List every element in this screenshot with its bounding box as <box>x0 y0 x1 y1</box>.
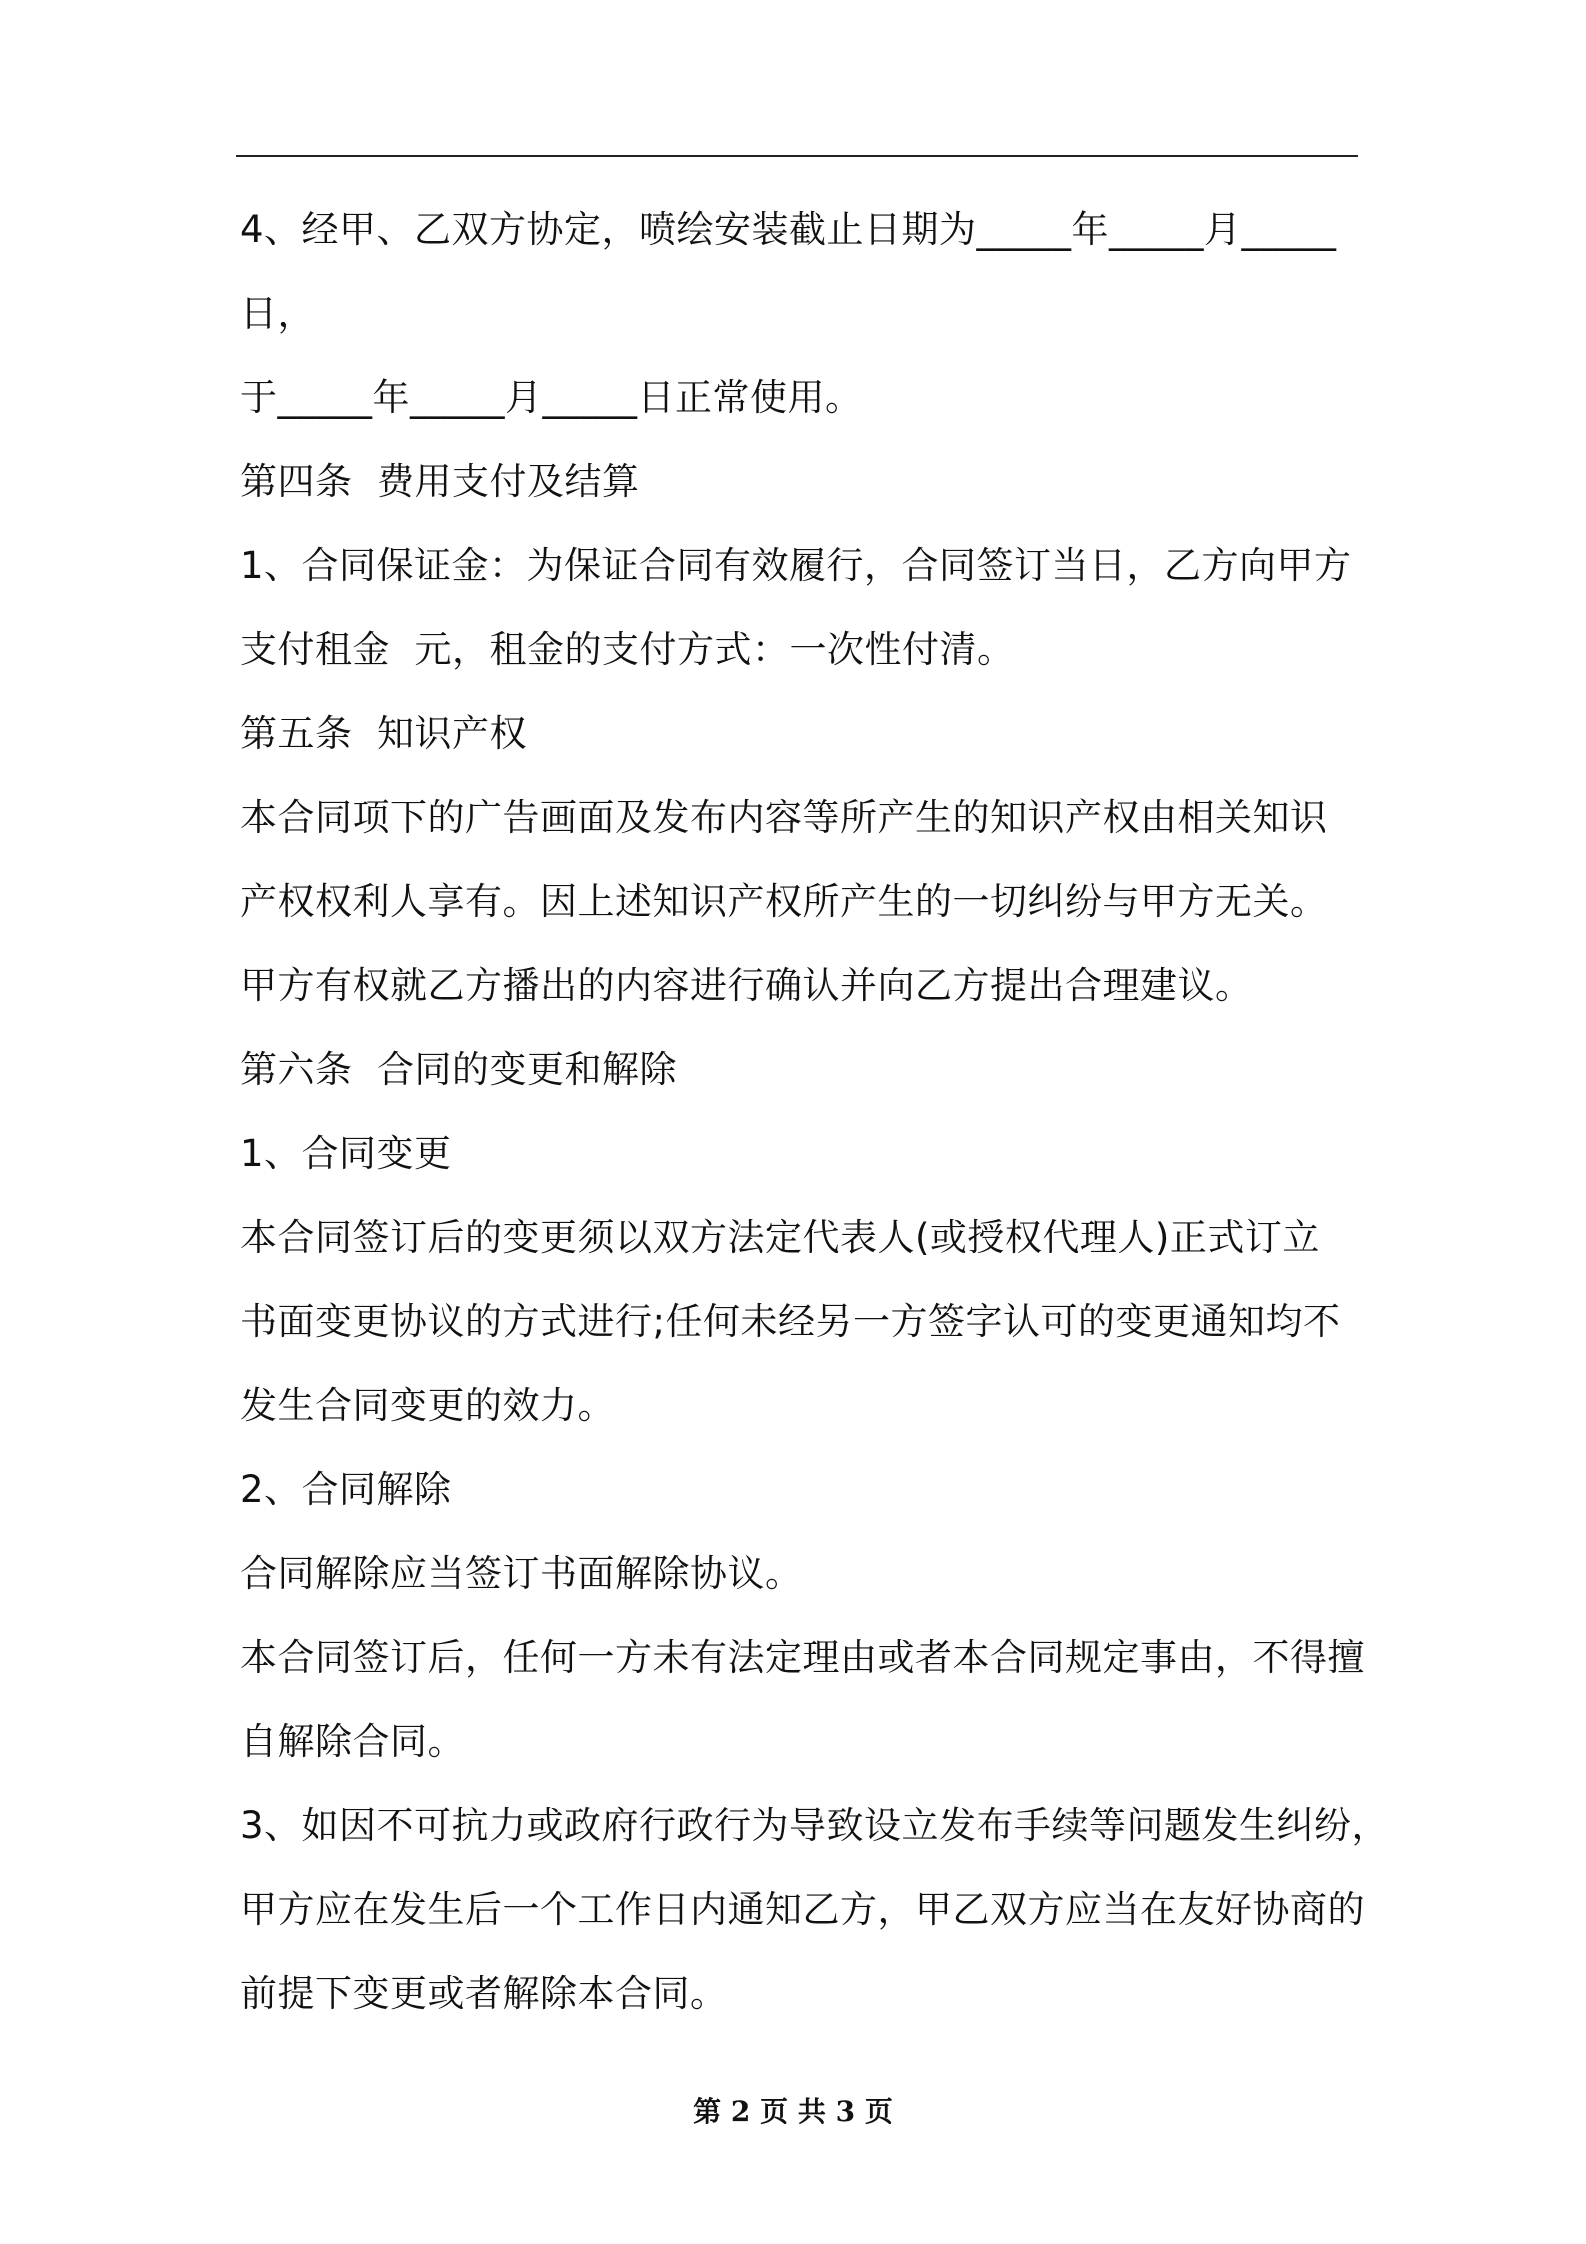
text-line: 甲方有权就乙方播出的内容进行确认并向乙方提出合理建议。 <box>240 964 1253 1007</box>
text-line: 1、合同保证金：为保证合同有效履行，合同签订当日，乙方向甲方 <box>240 544 1352 587</box>
text-line: 支付租金 元，租金的支付方式：一次性付清。 <box>240 628 1015 671</box>
text-line: 4、经甲、乙双方协定，喷绘安装截止日期为_____年_____月_____ <box>240 208 1337 251</box>
text-line: 本合同签订后的变更须以双方法定代表人(或授权代理人)正式订立 <box>240 1216 1320 1259</box>
page-number: 第 2 页 共 3 页 <box>693 2095 893 2128</box>
header-rule <box>236 155 1358 157</box>
text-line: 本合同签订后，任何一方未有法定理由或者本合同规定事由，不得擅 <box>240 1636 1365 1679</box>
text-line: 2、合同解除 <box>240 1468 452 1511</box>
text-line: 合同解除应当签订书面解除协议。 <box>240 1552 803 1595</box>
text-line: 书面变更协议的方式进行;任何未经另一方签字认可的变更通知均不 <box>240 1300 1341 1343</box>
text-line: 1、合同变更 <box>240 1132 452 1175</box>
text-line: 本合同项下的广告画面及发布内容等所产生的知识产权由相关知识 <box>240 796 1328 839</box>
section-heading: 第六条 合同的变更和解除 <box>240 1048 678 1091</box>
section-heading: 第四条 费用支付及结算 <box>240 460 640 503</box>
section-heading: 第五条 知识产权 <box>240 712 528 755</box>
text-line: 前提下变更或者解除本合同。 <box>240 1972 728 2015</box>
text-line: 产权权利人享有。因上述知识产权所产生的一切纠纷与甲方无关。 <box>240 880 1328 923</box>
text-line: 甲方应在发生后一个工作日内通知乙方，甲乙双方应当在友好协商的 <box>240 1888 1365 1931</box>
text-line: 于_____年_____月_____日正常使用。 <box>240 376 863 419</box>
text-line: 发生合同变更的效力。 <box>240 1384 615 1427</box>
text-line: 3、如因不可抗力或政府行政行为导致设立发布手续等问题发生纠纷， <box>240 1804 1390 1847</box>
text-line: 日， <box>240 292 315 335</box>
text-line: 自解除合同。 <box>240 1720 465 1763</box>
